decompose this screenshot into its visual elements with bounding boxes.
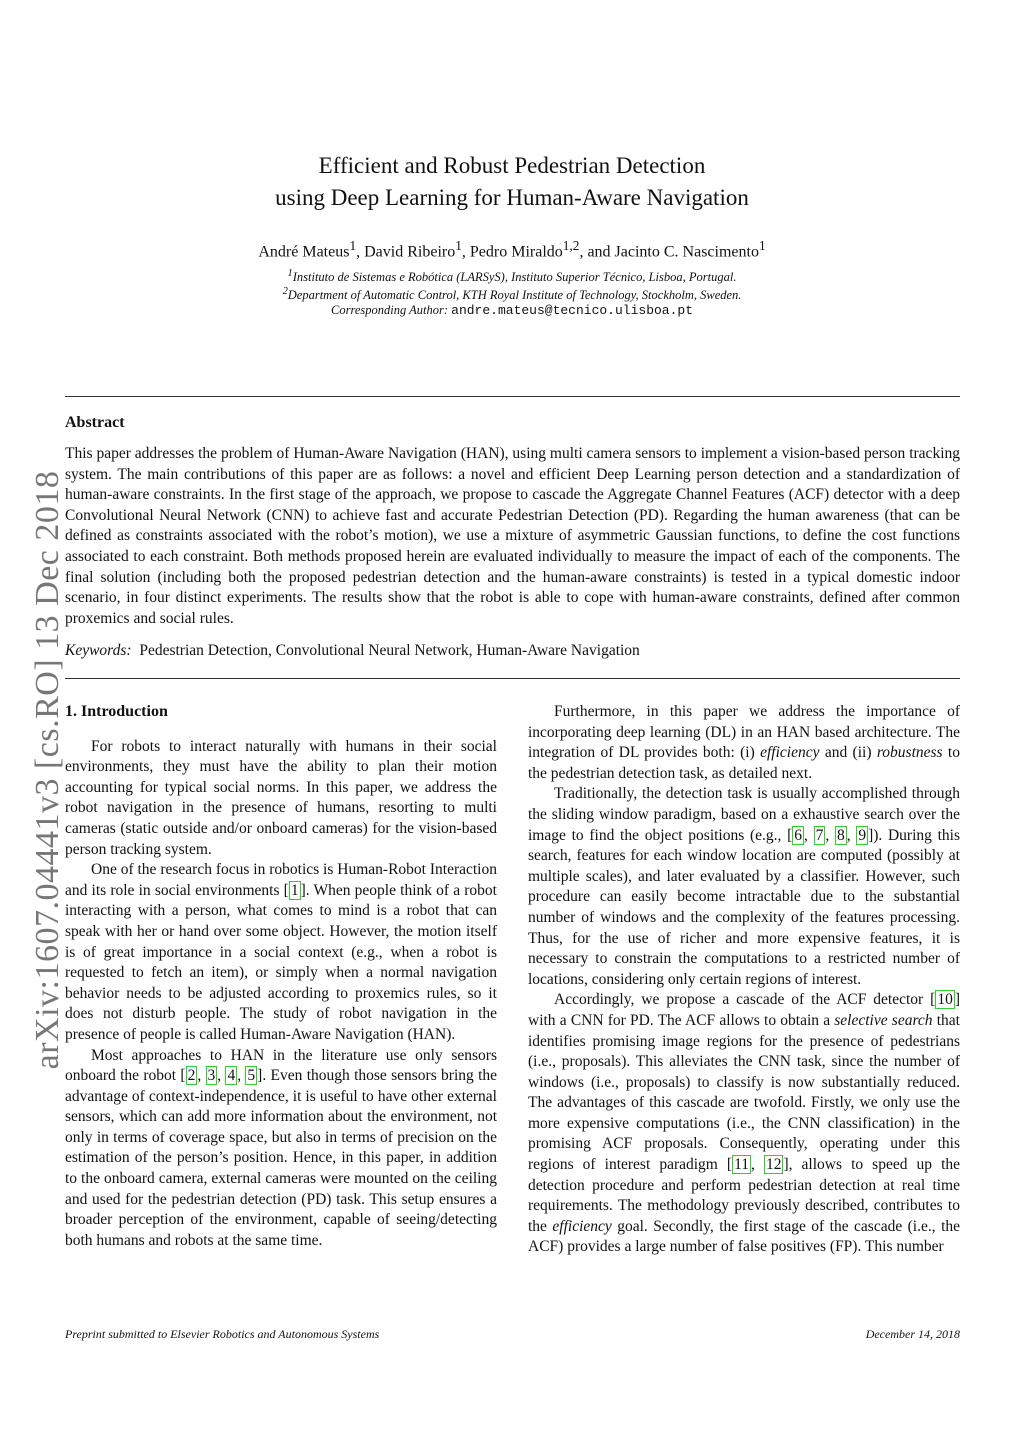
author-name: David Ribeiro [364,243,456,261]
citation-link[interactable]: 2 [187,1067,196,1085]
emphasis: efficiency [760,744,820,762]
citation-link[interactable]: 11 [734,1156,750,1174]
title-line-2: using Deep Learning for Human-Aware Navigation [275,185,749,210]
author-list [0,238,1024,261]
paragraph-text: ], allows to speed up the detection procedure and perform pedestrian detection at real time requirements. The methodology previously described, contributes to the [528,1156,961,1235]
emphasis: selective search [834,1011,933,1029]
author-separator: , [356,243,365,261]
affiliation-2-sup: 2 [282,286,288,297]
paragraph-text: Traditionally, the detection task is usually accomplished through the sliding window paradigm, based on a exhaustive search over the image to find the object positions (e.g., [ [528,785,960,844]
abstract-top-rule [65,396,960,397]
citation-link[interactable]: 9 [858,826,867,844]
paragraph-text: One of the research focus in robotics is Human-Robot Interaction and its role in social environments [ [65,861,497,899]
author-affil-sup: 1 [455,238,462,253]
paper-title [0,150,1024,214]
paragraph-text: ]. Even though those sensors bring the advantage of context-independence, it is useful to have other external sensors, which can add more information about the environment, not only in terms of coverage space, but also in terms of precision on the estimation of the person’s position. Hence, in this paper, in addition to the onboard camera, external cameras were mounted on the ceiling and used for the pedestrian detection (PD) task. This setup ensures a broader perception of the environment, capable of seeing/detecting both humans and robots at the same time. [65,1067,498,1249]
paragraph-text: Most approaches to HAN in the literature use only sensors onboard the robot [ [65,1046,497,1085]
keywords-label: Keywords: [65,642,132,659]
paragraph-text: ]). During this search, features for each window location are computed (possibly at multiple scales), and later evaluated by a classifier. However, such procedure can easily become intractable due to the substantial number of windows and the complexity of the features processing. Thus, for the use of richer and more expensive features, it is necessary to constrain the computations to a restricted number of locations, considering only certain regions of interest. [528,826,960,988]
section-heading-introduction: 1. Introduction [65,703,168,720]
author-affil-sup: 1 [349,238,357,253]
emphasis: efficiency [552,1217,612,1235]
citation-link[interactable]: 10 [937,991,953,1009]
corresponding-author [0,303,1024,318]
paragraph-text: and (ii) [819,744,877,762]
affiliation-2-text: Department of Automatic Control, KTH Royal Institute of Technology, Stockholm, Sweden. [287,288,742,303]
affiliation-1-text: Instituto de Sistemas e Robótica (LARSyS), Instituto Superior Técnico, Lisboa, Portugal. [292,270,737,285]
corresponding-email[interactable]: andre.mateus@tecnico.ulisboa.pt [451,303,693,318]
citation-link[interactable]: 1 [290,881,299,899]
author-separator-and: , and [579,243,615,261]
author-affil-sup: 1 [758,238,766,253]
intro-paragraph-1: For robots to interact naturally with humans in their social environments, they must have the ability to plan their motion accounting for typical social norms. In this paper, we address the robot navigation in the presence of humans, resorting to multi cameras (static outside and/or onboard cameras) for the vision-based person tracking system. [65,737,497,858]
corresponding-label: Corresponding Author: [331,303,449,317]
keywords-line [65,642,640,660]
arxiv-stamp-text: arXiv:1607.04441v3 [cs.RO] 13 Dec 2018 [29,470,66,1070]
footer-left: Preprint submitted to Elsevier Robotics and Autonomous Systems [65,1327,380,1341]
abstract-bottom-rule [65,678,960,679]
citation-link[interactable]: 3 [207,1067,216,1085]
intro-paragraph-3: Most approaches to HAN in the literature use only sensors onboard the robot [ 2 , 3 , 4 , 5 ]. Even though those sensors bring the advantage of context-independence, it is useful to have other external sensors, which can add more information about the environment, not only in terms of coverage space, but also in terms of precision on the estimation of the person’s position. Hence, in this paper, in addition to the onboard camera, external cameras were mounted on the ceiling and used for the pedestrian detection (PD) task. This setup ensures a broader perception of the environment, capable of seeing/detecting both humans and robots at the same time. [65,1046,498,1249]
right-column [528,702,960,1258]
intro-paragraph-2 [65,860,497,1045]
footer-right: December 14, 2018 [865,1327,960,1341]
right-paragraph-2: Traditionally, the detection task is usually accomplished through the sliding window paradigm, based on a exhaustive search over the image to find the object positions (e.g., [ 6 , 7 , 8 , 9 ]). During this search, features for each window location are computed (possibly at multiple scales), and later evaluated by a classifier. However, such procedure can easily become intractable due to the substantial number of windows and the complexity of the features processing. Thus, for the use of richer and more expensive features, it is necessary to constrain the computations to a restricted number of locations, considering only certain regions of interest. [528,785,960,988]
affiliation-2 [0,286,1024,303]
citation-link[interactable]: 5 [247,1067,256,1085]
paragraph-text: ] with a CNN for PD. The ACF allows to obtain a [528,991,960,1029]
affiliation-1 [0,268,1024,285]
title-line-1: Efficient and Robust Pedestrian Detection [318,153,706,178]
author-name: Pedro Miraldo [469,243,563,261]
emphasis: robustness [876,744,943,762]
paragraph-text: to the pedestrian detection task, as detailed next. [528,744,960,782]
citation-link[interactable]: 7 [815,826,824,844]
abstract-heading: Abstract [65,414,125,431]
author-affil-sup: 1,2 [562,238,580,253]
paragraph-text: that identifies promising image regions for the presence of pedestrians (i.e., proposals). This alleviates the CNN task, since the number of windows (i.e., proposals) to classify is now substantially reduced. The advantages of this cascade are twofold. Firstly, we only use the more expensive computations (i.e., the CNN classification) in the promising ACF proposals. Consequently, operating under this regions of interest paradigm [ [528,1011,960,1174]
paragraph-text: ]. When people think of a robot interacting with a person, what comes to mind is a robot that can speak with her or hand over some object. However, the motion itself is of great importance in a social context (e.g., when a robot is requested to fetch an item), or simply when a normal navigation behavior needs to be adjusted according to proxemics rules, so it does not disturb people. The study of robot navigation in the presence of people is called Human-Aware Navigation (HAN). [65,881,497,1043]
right-paragraph-1 [528,702,960,784]
paragraph-text: Furthermore, in this paper we address the importance of incorporating deep learning (DL) in an HAN based architecture. The integration of DL provides both: (i) [528,703,960,762]
citation-link[interactable]: 4 [227,1067,236,1085]
paragraph-text: goal. Secondly, the first stage of the cascade (i.e., the ACF) provides a large number of false positives (FP). This number [528,1217,961,1256]
author-name: André Mateus [258,243,350,261]
author-separator: , [461,243,470,261]
citation-link[interactable]: 6 [794,826,803,844]
author-name: Jacinto C. Nascimento [614,243,759,261]
keywords-text: Pedestrian Detection, Convolutional Neural Network, Human-Aware Navigation [139,642,640,659]
citation-link[interactable]: 12 [765,1156,782,1174]
citation-link[interactable]: 8 [836,826,845,844]
affiliation-1-sup: 1 [287,268,293,279]
paragraph-text: Accordingly, we propose a cascade of the ACF detector [ [554,991,936,1009]
abstract-body: This paper addresses the problem of Human-Aware Navigation (HAN), using multi camera sensors to implement a vision-based person tracking system. The main contributions of this paper are as follows: a novel and efficient Deep Learning person detection and a standardization of human-aware constraints. In the first stage of the approach, we propose to cascade the Aggregate Channel Features (ACF) detector with a deep Convolutional Neural Network (CNN) to achieve fast and accurate Pedestrian Detection (PD). Regarding the human awareness (that can be defined as constraints associated with the robot’s motion), we use a mixture of asymmetric Gaussian functions, to define the cost functions associated to each constraint. Both methods proposed herein are evaluated individually to measure the impact of each of the components. The final solution (including both the proposed pedestrian detection and the human-aware constraints) is tested in a typical domestic indoor scenario, in four distinct experiments. The results show that the robot is able to cope with human-aware constraints, defined after common proxemics and social rules. [65,445,960,627]
left-column [65,702,497,1251]
right-paragraph-3: Accordingly, we propose a cascade of the ACF detector [ 10 ] with a CNN for PD. The ACF allows to obtain a selective search that identifies promising image regions for the presence of pedestrians (i.e., proposals). This alleviates the CNN task, since the number of windows (i.e., proposals) to classify is now substantially reduced. The advantages of this cascade are twofold. Firstly, we only use the more expensive computations (i.e., the CNN classification) in the promising ACF proposals. Consequently, operating under this regions of interest paradigm [ 11 , 12 ], allows to speed up the detection procedure and perform pedestrian detection at real time requirements. The methodology previously described, contributes to the efficiency goal. Secondly, the first stage of the cascade (i.e., the ACF) provides a large number of false positives (FP). This number [528,991,961,1256]
